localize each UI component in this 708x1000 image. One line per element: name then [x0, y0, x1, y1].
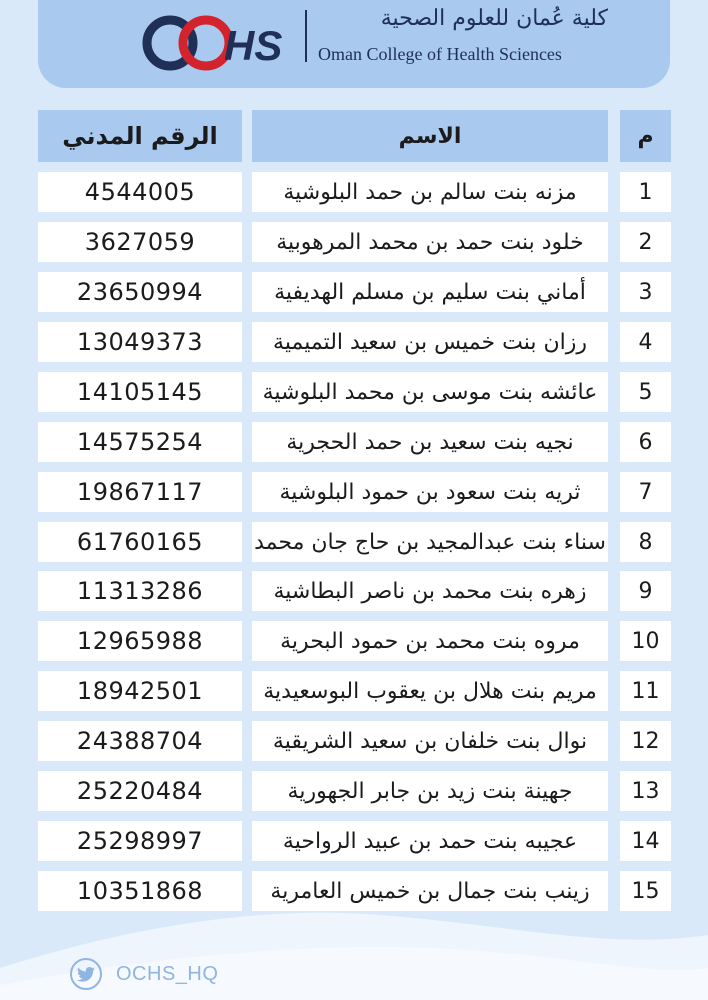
row-civil-id: 61760165: [38, 522, 242, 562]
footer: [70, 956, 218, 992]
row-civil-id: 25298997: [38, 821, 242, 861]
svg-text:HS: HS: [224, 22, 283, 69]
twitter-bird-icon: [77, 967, 95, 982]
row-civil-id: 13049373: [38, 322, 242, 362]
row-number: 3: [620, 272, 671, 312]
twitter-icon[interactable]: [70, 958, 102, 990]
row-name: مزنه بنت سالم بن حمد البلوشية: [252, 172, 608, 212]
row-name: مروه بنت محمد بن حمود البحرية: [252, 621, 608, 661]
row-civil-id: 14575254: [38, 422, 242, 462]
row-civil-id: 24388704: [38, 721, 242, 761]
row-name: مريم بنت هلال بن يعقوب البوسعيدية: [252, 671, 608, 711]
column-header-civil-id: الرقم المدني: [38, 110, 242, 162]
row-civil-id: 14105145: [38, 372, 242, 412]
column-header-name: الاسم: [252, 110, 608, 162]
row-name: أماني بنت سليم بن مسلم الهديفية: [252, 272, 608, 312]
column-header-number: م: [620, 110, 671, 162]
row-number: 2: [620, 222, 671, 262]
row-civil-id: 23650994: [38, 272, 242, 312]
row-number: 5: [620, 372, 671, 412]
row-civil-id: 12965988: [38, 621, 242, 661]
row-civil-id: 3627059: [38, 222, 242, 262]
row-number: 9: [620, 571, 671, 611]
row-civil-id: 19867117: [38, 472, 242, 512]
row-name: زهره بنت محمد بن ناصر البطاشية: [252, 571, 608, 611]
row-name: خلود بنت حمد بن محمد المرهوبية: [252, 222, 608, 262]
row-name: نجيه بنت سعيد بن حمد الحجرية: [252, 422, 608, 462]
row-number: 13: [620, 771, 671, 811]
row-name: نوال بنت خلفان بن سعيد الشريقية: [252, 721, 608, 761]
row-name: سناء بنت عبدالمجيد بن حاج جان محمد: [252, 522, 608, 562]
row-number: 12: [620, 721, 671, 761]
college-name-arabic: كلية عُمان للعلوم الصحية: [380, 6, 608, 31]
row-number: 1: [620, 172, 671, 212]
college-name-english: Oman College of Health Sciences: [318, 44, 562, 64]
row-civil-id: 18942501: [38, 671, 242, 711]
row-name: جهينة بنت زيد بن جابر الجهورية: [252, 771, 608, 811]
row-civil-id: 25220484: [38, 771, 242, 811]
row-name: عائشه بنت موسى بن محمد البلوشية: [252, 372, 608, 412]
row-number: 15: [620, 871, 671, 911]
row-number: 4: [620, 322, 671, 362]
row-name: رزان بنت خميس بن سعيد التميمية: [252, 322, 608, 362]
twitter-handle[interactable]: OCHS_HQ: [116, 962, 219, 985]
row-number: 8: [620, 522, 671, 562]
row-civil-id: 10351868: [38, 871, 242, 911]
row-name: زينب بنت جمال بن خميس العامرية: [252, 871, 608, 911]
row-name: ثريه بنت سعود بن حمود البلوشية: [252, 472, 608, 512]
row-civil-id: 4544005: [38, 172, 242, 212]
row-number: 6: [620, 422, 671, 462]
row-number: 14: [620, 821, 671, 861]
row-number: 7: [620, 472, 671, 512]
row-number: 11: [620, 671, 671, 711]
row-number: 10: [620, 621, 671, 661]
row-name: عجيبه بنت حمد بن عبيد الرواحية: [252, 821, 608, 861]
row-civil-id: 11313286: [38, 571, 242, 611]
